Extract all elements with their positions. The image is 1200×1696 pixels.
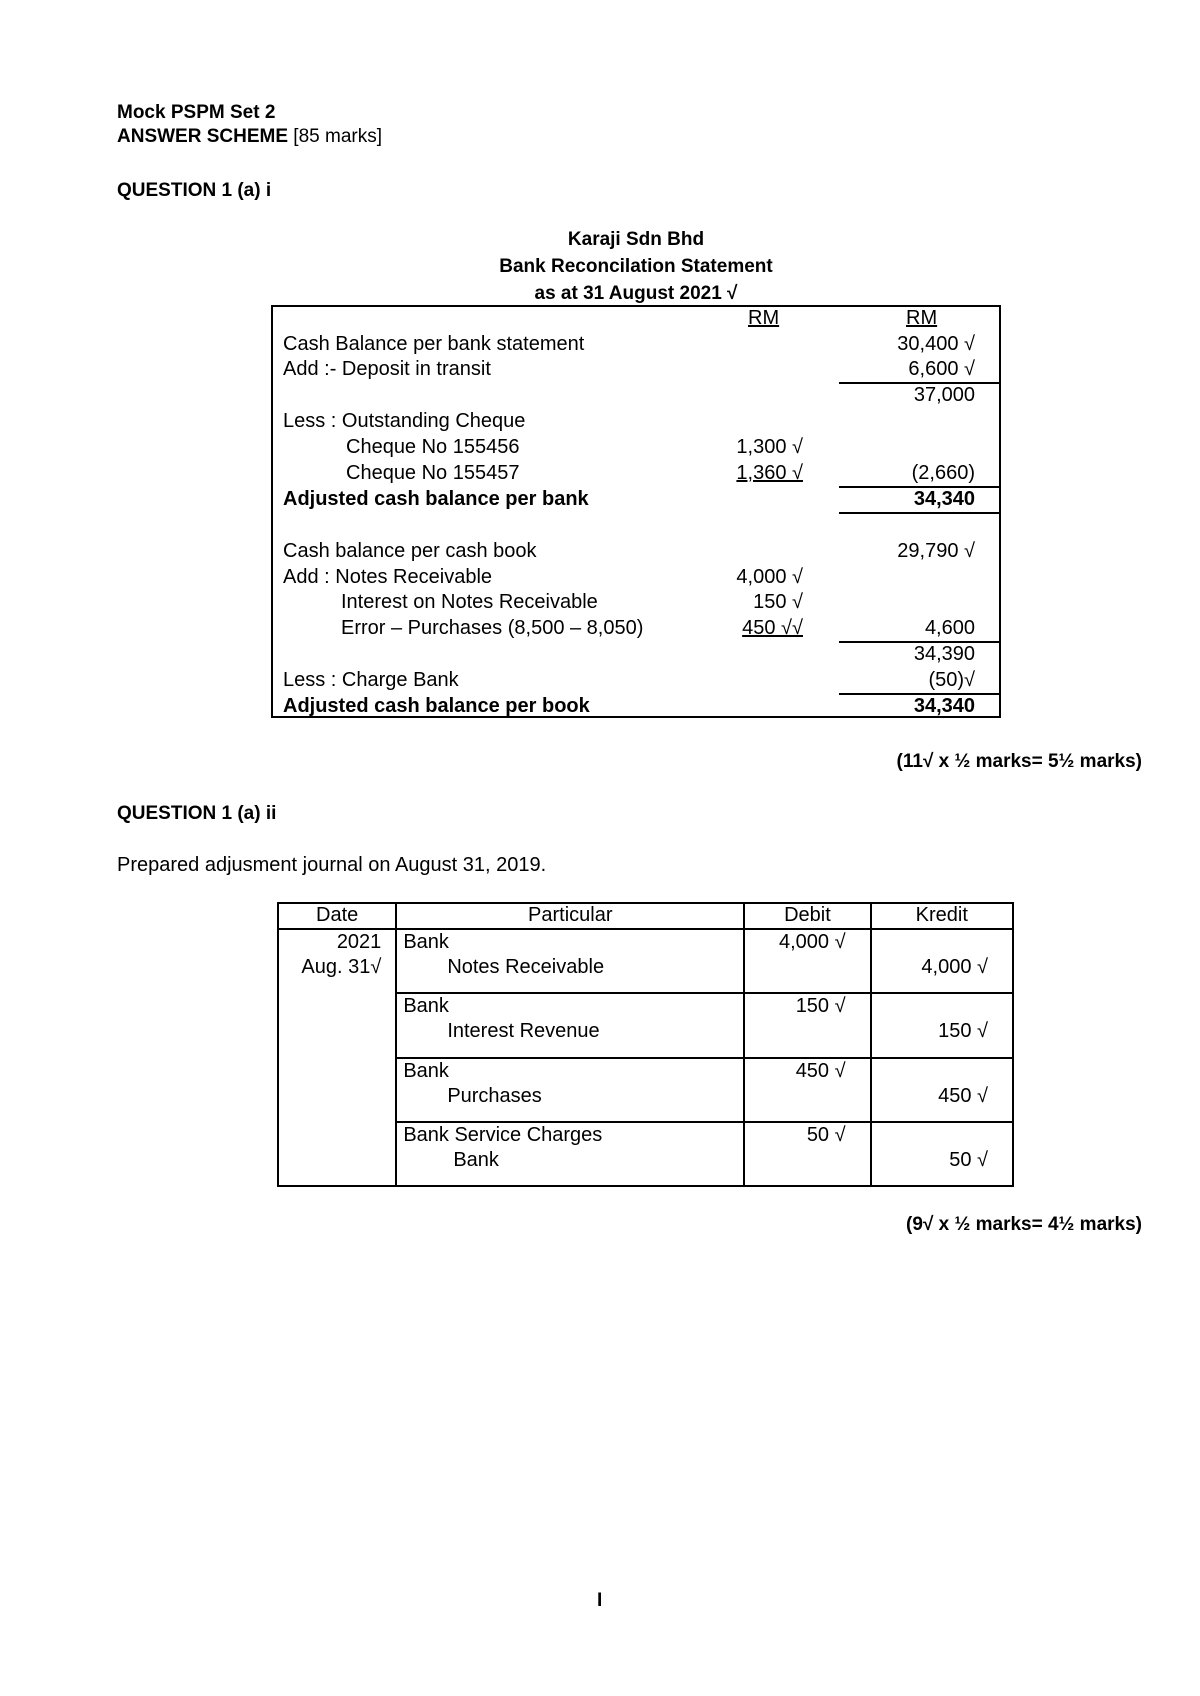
statement-date: as at 31 August 2021 √ [534,283,738,304]
journal-debit-amount: 4,000 √ [779,931,846,953]
answer-scheme-line [117,126,382,148]
journal-dr-account: Bank Service Charges [403,1123,603,1146]
journal-entry-debit [744,929,870,993]
journal-entry-debit [744,1122,870,1186]
journal-entry-particular [396,929,744,993]
journal-dr-account: Bank [403,995,449,1018]
journal-date-cell [278,929,396,1186]
col2-heading: RM [906,307,938,329]
recon-row-label: Adjusted cash balance per book [283,695,590,717]
recon-row-label: Less : Charge Bank [283,669,459,691]
recon-row-label: Less : Outstanding Cheque [283,410,526,432]
journal-header-kredit: Kredit [871,903,1013,929]
journal-debit-amount: 50 √ [806,1123,846,1146]
journal-marks: (9√ x ½ marks= 4½ marks) [906,1214,1142,1235]
doc-title: Mock PSPM Set 2 [117,102,276,123]
recon-row-col1: 4,000 √ [736,566,803,588]
journal-entry-particular [396,1058,744,1122]
journal-cr-account: Notes Receivable [447,956,605,978]
question-1a-ii-heading: QUESTION 1 (a) ii [117,803,277,824]
col1-heading: RM [748,307,780,329]
recon-row-col2: 37,000 [913,384,975,406]
recon-row-col2: 34,390 [913,643,975,665]
journal-dr-account: Bank [403,931,449,953]
statement-title: Bank Reconcilation Statement [499,256,773,277]
journal-entry-credit [871,1058,1013,1122]
statement-company: Karaji Sdn Bhd [567,229,705,250]
recon-row-label: Error – Purchases (8,500 – 8,050) [341,617,644,639]
recon-row-col1: 1,300 √ [736,436,803,458]
journal-header-date: Date [278,903,396,929]
recon-row-col1: 450 √√ [742,617,803,639]
journal-date-year: 2021 [336,931,382,953]
journal-credit-amount: 50 √ [949,1148,988,1171]
journal-header-debit: Debit [744,903,870,929]
rule-line [839,512,1001,514]
journal-entry-debit [744,993,870,1057]
journal-cr-account: Interest Revenue [447,1020,600,1043]
recon-row-col2: 30,400 √ [897,333,975,355]
journal-table [277,902,1014,1187]
question-1a-i-heading: QUESTION 1 (a) i [117,180,272,201]
journal-date-day: Aug. 31√ [301,956,382,978]
journal-entry-debit [744,1058,870,1122]
recon-row-label: Cheque No 155457 [346,462,520,484]
journal-cr-account: Bank [453,1148,499,1171]
recon-row-col2: 34,340 [913,488,975,510]
recon-row-label: Adjusted cash balance per bank [283,488,589,510]
journal-entry-credit [871,929,1013,993]
journal-credit-amount: 150 √ [938,1020,988,1043]
statement-marks: (11√ x ½ marks= 5½ marks) [896,751,1142,772]
journal-entry-particular [396,993,744,1057]
recon-row-col2: 6,600 √ [908,358,975,380]
recon-row-col1: 1,360 √ [736,462,803,484]
journal-debit-amount: 450 √ [795,1059,846,1082]
journal-entry-particular [396,1122,744,1186]
recon-row-label: Add :- Deposit in transit [283,358,491,380]
journal-dr-account: Bank [403,1059,449,1082]
journal-debit-amount: 150 √ [795,995,846,1018]
recon-row-label: Add : Notes Receivable [283,566,493,588]
journal-instruction: Prepared adjusment journal on August 31, 2019. [117,854,547,876]
answer-scheme-marks: [85 marks] [288,126,382,147]
journal-credit-amount: 4,000 √ [921,956,988,978]
answer-scheme-label: ANSWER SCHEME [117,126,289,147]
recon-row-label: Cash balance per cash book [283,540,537,562]
recon-row-col2: (50)√ [928,669,975,691]
recon-row-label: Cheque No 155456 [346,436,520,458]
journal-entry-credit [871,1122,1013,1186]
journal-header-particular: Particular [396,903,744,929]
recon-row-col2: 4,600 [924,617,975,639]
recon-row-col2: (2,660) [911,462,975,484]
recon-row-label: Interest on Notes Receivable [341,591,598,613]
recon-row-col2: 34,340 [913,695,975,717]
page-number: I [597,1590,603,1611]
journal-cr-account: Purchases [447,1084,542,1107]
recon-row-col2: 29,790 √ [897,540,975,562]
journal-entry-credit [871,993,1013,1057]
recon-row-label: Cash Balance per bank statement [283,333,585,355]
journal-credit-amount: 450 √ [938,1084,988,1107]
recon-row-col1: 150 √ [753,591,803,613]
